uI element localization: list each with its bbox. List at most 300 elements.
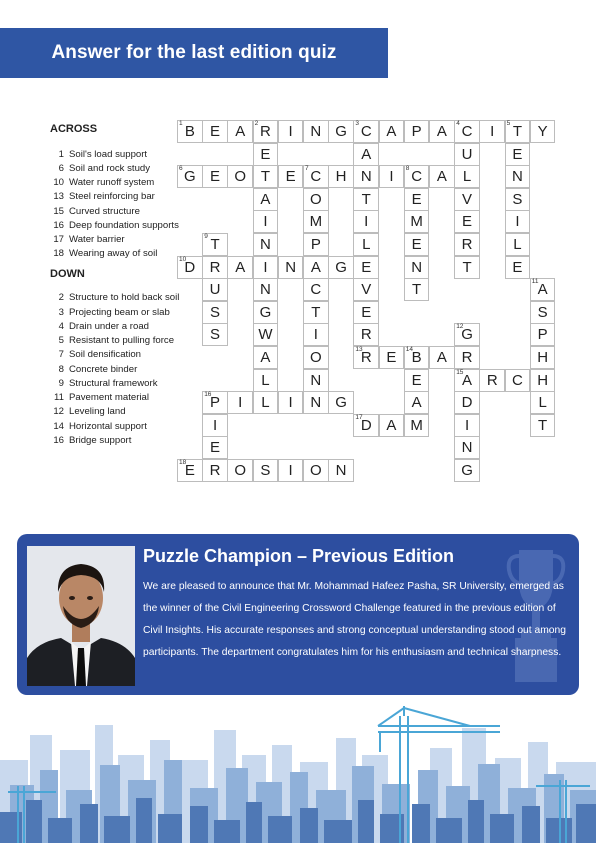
cell-letter: A: [260, 190, 271, 208]
champion-panel: [17, 534, 579, 695]
down-clue-11: [50, 392, 180, 405]
crossword-cell: [303, 346, 329, 369]
crossword-cell: [278, 459, 304, 482]
crossword-cell: [303, 369, 329, 392]
cell-letter: O: [234, 462, 247, 480]
cell-letter: N: [310, 123, 322, 141]
cell-letter: I: [313, 326, 318, 344]
cell-letter: G: [335, 394, 347, 412]
crossword-cell: [429, 120, 455, 143]
cell-letter: A: [310, 258, 321, 276]
cell-letter: W: [258, 326, 273, 344]
cell-letter: P: [537, 326, 548, 344]
cell-letter: R: [209, 258, 221, 276]
cell-letter: N: [335, 462, 347, 480]
clue-text: Soil and rock study: [69, 162, 151, 174]
crossword-cell: [404, 210, 430, 233]
cell-letter: I: [263, 213, 268, 231]
clue-number: 15: [53, 205, 64, 217]
across-clue-1: [50, 149, 180, 162]
cell-letter: H: [537, 371, 549, 389]
cell-clue-number: 15: [456, 368, 464, 376]
cell-letter: A: [235, 123, 246, 141]
cell-clue-number: 6: [179, 165, 183, 173]
crossword-cell: [379, 165, 405, 188]
crossword-cell: [253, 120, 279, 143]
cell-letter: E: [210, 123, 221, 141]
crossword-cell: [202, 391, 228, 414]
clue-text: Pavement material: [69, 392, 149, 404]
cell-letter: G: [335, 123, 347, 141]
crossword-cell: [278, 391, 304, 414]
crossword-cell: [202, 278, 228, 301]
crossword-cell: [353, 323, 379, 346]
crossword-cell: [505, 210, 531, 233]
clue-text: Projecting beam or slab: [69, 306, 170, 318]
cell-letter: E: [210, 439, 221, 457]
clue-number: 13: [53, 191, 64, 203]
cell-clue-number: 7: [305, 165, 309, 173]
cell-letter: O: [310, 190, 322, 208]
cell-letter: E: [361, 258, 372, 276]
cell-letter: E: [462, 213, 473, 231]
cell-letter: U: [461, 145, 473, 163]
cell-letter: U: [209, 281, 221, 299]
crossword-cell: [303, 459, 329, 482]
crossword-cell: [404, 346, 430, 369]
clue-number: 10: [53, 177, 64, 189]
cell-letter: C: [310, 281, 322, 299]
cell-letter: M: [410, 416, 423, 434]
crossword-cell: [202, 414, 228, 437]
cell-clue-number: 13: [355, 346, 363, 353]
cell-letter: E: [386, 349, 397, 367]
cell-letter: S: [512, 190, 523, 208]
champion-description: We are pleased to announce that Mr. Mohammad Hafeez Pasha, SR University, emerged as the winner of the Civil Engineering Crossword Challenge featured in the previous edition of Civil Insights. His accurate responses and strong conceptual understanding stood out among participants. The department congratulates him for his enthusiasm and technical sharpness.: [143, 581, 566, 658]
down-clue-3: [50, 307, 180, 320]
crossword-cell: [353, 414, 379, 437]
crossword-cell: [353, 346, 379, 369]
cell-clue-number: 16: [204, 391, 212, 399]
crossword-cell: [278, 120, 304, 143]
crossword-cell: [253, 459, 279, 482]
crossword-cell: [303, 301, 329, 324]
clue-text: Leveling land: [69, 406, 126, 418]
cell-clue-number: 18: [179, 459, 187, 466]
clue-text: Wearing away of soil: [69, 248, 158, 260]
crossword-cell: [505, 256, 531, 279]
cell-letter: E: [285, 168, 296, 186]
down-clue-12: [50, 406, 180, 419]
down-clue-2: [50, 292, 180, 305]
clue-number: 2: [58, 292, 64, 304]
cell-letter: N: [461, 439, 473, 457]
crossword-cell: [353, 301, 379, 324]
down-clue-8: [50, 364, 180, 377]
clue-text: Resistant to pulling force: [69, 335, 175, 347]
down-heading: DOWN: [50, 267, 85, 280]
cell-letter: B: [411, 349, 422, 367]
clue-number: 12: [53, 406, 64, 418]
crossword-cell: [177, 165, 203, 188]
crossword-cell: [404, 369, 430, 392]
cell-clue-number: 11: [531, 278, 539, 286]
clues-panel: [50, 122, 180, 449]
crossword-cell: [454, 459, 480, 482]
down-clue-16: [50, 435, 180, 448]
cell-letter: G: [259, 303, 272, 321]
clue-number: 9: [58, 377, 64, 389]
cell-letter: D: [461, 394, 473, 412]
across-clue-list: [50, 149, 180, 261]
clue-text: Steel reinforcing bar: [69, 191, 155, 203]
cell-letter: R: [360, 326, 372, 344]
cell-letter: I: [515, 213, 520, 231]
crossword-cell: [505, 165, 531, 188]
cell-letter: G: [461, 462, 473, 480]
crossword-cell: [253, 391, 279, 414]
cell-letter: C: [360, 123, 372, 141]
crossword-cell: [353, 165, 379, 188]
crossword-cell: [253, 256, 279, 279]
crossword-cell: [404, 414, 430, 437]
city-skyline-illustration: [0, 700, 596, 843]
crossword-cell: [202, 165, 228, 188]
cell-letter: L: [261, 371, 270, 389]
clue-text: Bridge support: [69, 434, 132, 446]
down-clue-list: [50, 292, 180, 447]
clue-text: Horizontal support: [69, 420, 147, 432]
crossword-cell: [454, 323, 480, 346]
cell-letter: N: [310, 394, 322, 412]
cell-letter: I: [389, 168, 394, 186]
cell-letter: E: [210, 168, 221, 186]
crossword-cell: [454, 256, 480, 279]
cell-letter: I: [212, 416, 218, 434]
cell-letter: C: [411, 168, 423, 186]
cell-letter: I: [288, 394, 293, 412]
cell-letter: I: [288, 462, 293, 480]
clue-text: Soil densification: [69, 349, 141, 361]
crossword-cell: [202, 120, 228, 143]
clue-text: Water barrier: [69, 234, 125, 246]
cell-letter: L: [513, 236, 522, 254]
cell-letter: R: [486, 371, 498, 389]
crossword-cell: [253, 233, 279, 256]
crossword-cell: [454, 391, 480, 414]
clue-text: Concrete binder: [69, 363, 138, 375]
cell-letter: A: [386, 416, 397, 434]
cell-letter: V: [462, 190, 473, 208]
cell-letter: E: [411, 236, 422, 254]
cell-clue-number: 10: [179, 255, 187, 263]
crossword-cell: [303, 323, 329, 346]
banner-title: Answer for the last edition quiz: [51, 42, 337, 63]
across-clue-17: [50, 234, 180, 247]
cell-letter: S: [260, 462, 271, 480]
cell-letter: O: [310, 462, 322, 480]
crossword-cell: [177, 120, 203, 143]
cell-letter: T: [210, 236, 220, 254]
crossword-cell: [328, 459, 354, 482]
crossword-cell: [353, 256, 379, 279]
cell-letter: C: [461, 123, 473, 141]
crossword-cell: [505, 143, 531, 166]
crossword-cell: [454, 436, 480, 459]
crossword-cell: [303, 165, 329, 188]
crossword-cell: [253, 301, 279, 324]
crossword-cell: [530, 323, 556, 346]
cell-letter: R: [209, 462, 221, 480]
cell-letter: E: [361, 303, 372, 321]
crossword-cell: [404, 120, 430, 143]
crossword-cell: [454, 346, 480, 369]
cell-letter: C: [512, 371, 523, 389]
clue-number: 16: [53, 434, 64, 446]
cell-letter: P: [411, 123, 422, 141]
crossword-cell: [253, 210, 279, 233]
crossword-cell: [202, 233, 228, 256]
cell-letter: N: [285, 258, 297, 276]
cell-letter: G: [461, 326, 473, 344]
cell-letter: L: [538, 394, 547, 412]
crossword-cell: [303, 391, 329, 414]
across-clue-10: [50, 177, 180, 190]
cell-letter: N: [260, 281, 271, 299]
crossword-cell: [404, 233, 430, 256]
cell-clue-number: 9: [204, 233, 208, 240]
clue-number: 5: [58, 335, 64, 347]
crossword-cell: [530, 346, 556, 369]
cell-letter: T: [512, 123, 523, 141]
crossword-cell: [253, 278, 279, 301]
crossword-cell: [454, 414, 480, 437]
across-heading: ACROSS: [50, 123, 98, 135]
cell-letter: L: [362, 236, 371, 254]
crossword-cell: [177, 459, 203, 482]
cell-letter: D: [360, 416, 372, 434]
crossword-cell: [454, 233, 480, 256]
crossword-cell: [530, 278, 556, 301]
crossword-cell: [479, 120, 505, 143]
cell-letter: N: [411, 258, 423, 276]
crossword-cell: [530, 301, 556, 324]
cell-letter: E: [512, 145, 523, 163]
crossword-cell: [429, 165, 455, 188]
cell-letter: O: [234, 168, 247, 186]
crossword-cell: [379, 346, 405, 369]
champion-title: Puzzle Champion – Previous Edition: [143, 546, 455, 566]
crossword-cell: [303, 120, 329, 143]
crossword-cell: [454, 210, 480, 233]
clue-text: Water runoff system: [69, 177, 155, 189]
crossword-cell: [353, 143, 379, 166]
clue-number: 3: [58, 306, 64, 318]
crossword-cell: [505, 369, 531, 392]
crossword-cell: [177, 256, 203, 279]
crossword-cell: [404, 256, 430, 279]
cell-clue-number: 2: [254, 120, 259, 127]
cell-letter: I: [288, 123, 293, 141]
cell-clue-number: 17: [355, 413, 363, 421]
crossword-cell: [505, 233, 531, 256]
crossword-cell: [404, 188, 430, 211]
crossword-cell: [328, 165, 354, 188]
cell-letter: N: [360, 168, 372, 186]
cell-letter: I: [263, 258, 268, 276]
cell-letter: A: [462, 371, 473, 389]
cell-letter: A: [386, 123, 397, 141]
crossword-cell: [253, 188, 279, 211]
crossword-cell: [202, 323, 228, 346]
crossword-cell: [278, 165, 304, 188]
clue-number: 6: [58, 162, 64, 174]
crossword-cell: [202, 301, 228, 324]
crossword-cell: [353, 188, 379, 211]
crossword-cell: [530, 414, 556, 437]
cell-letter: A: [436, 123, 447, 141]
crossword-cell: [303, 188, 329, 211]
cell-letter: M: [309, 213, 323, 231]
cell-letter: T: [361, 190, 371, 208]
cell-letter: R: [461, 349, 473, 367]
clue-number: 14: [53, 420, 64, 432]
across-clue-16: [50, 220, 180, 233]
cell-letter: A: [411, 394, 422, 412]
crossword-cell: [227, 391, 253, 414]
crossword-cell: [227, 120, 253, 143]
cell-letter: A: [436, 349, 447, 367]
crossword-cell: [454, 188, 480, 211]
cell-letter: N: [260, 236, 271, 254]
crossword-cell: [530, 391, 556, 414]
cell-letter: E: [411, 371, 422, 389]
crossword-cell: [328, 256, 354, 279]
cell-letter: P: [210, 394, 221, 412]
crossword-cell: [379, 414, 405, 437]
crossword-cell: [227, 256, 253, 279]
crossword-cell: [353, 120, 379, 143]
cell-letter: R: [461, 236, 473, 254]
cell-letter: A: [537, 281, 548, 299]
cell-letter: N: [310, 371, 322, 389]
cell-letter: I: [464, 416, 470, 434]
clue-text: Structure to hold back soil: [69, 292, 180, 304]
crossword-cell: [454, 143, 480, 166]
crossword-cell: [253, 143, 279, 166]
across-clue-15: [50, 206, 180, 219]
crossword-cell: [253, 165, 279, 188]
cell-letter: S: [210, 326, 221, 344]
crossword-cell: [303, 256, 329, 279]
crossword-cell: [328, 120, 354, 143]
cell-letter: T: [412, 281, 422, 299]
down-clue-5: [50, 335, 180, 348]
crossword-cell: [202, 436, 228, 459]
crossword-cell: [505, 188, 531, 211]
cell-letter: B: [184, 123, 195, 141]
cell-letter: D: [184, 258, 196, 276]
clue-number: 4: [58, 320, 64, 332]
cell-letter: R: [260, 123, 271, 141]
crossword-cell: [404, 165, 430, 188]
cell-letter: S: [537, 303, 548, 321]
cell-letter: I: [364, 213, 369, 231]
crossword-cell: [404, 391, 430, 414]
cell-letter: T: [538, 416, 548, 434]
winner-photo: [27, 546, 135, 686]
cell-letter: V: [361, 281, 372, 299]
cell-letter: L: [462, 168, 472, 186]
crossword-cell: [253, 346, 279, 369]
cell-letter: I: [238, 394, 243, 412]
cell-letter: O: [310, 349, 322, 367]
cell-letter: L: [261, 394, 270, 412]
cell-clue-number: 4: [456, 120, 460, 127]
clue-text: Drain under a road: [69, 320, 149, 332]
clue-number: 17: [53, 234, 64, 246]
cell-letter: E: [411, 190, 422, 208]
cell-letter: I: [490, 123, 495, 141]
crossword-cell: [479, 369, 505, 392]
clue-number: 7: [58, 349, 64, 361]
cell-letter: H: [537, 349, 549, 367]
cell-clue-number: 3: [355, 120, 360, 127]
cell-letter: S: [210, 303, 221, 321]
crossword-cell: [353, 278, 379, 301]
clue-text: Soil's load support: [69, 148, 148, 160]
across-clue-13: [50, 191, 180, 204]
cell-letter: A: [260, 349, 271, 367]
across-clue-6: [50, 163, 180, 176]
cell-letter: R: [360, 349, 372, 367]
cell-clue-number: 5: [506, 120, 511, 127]
crossword-cell: [530, 369, 556, 392]
clue-text: Structural framework: [69, 377, 158, 389]
crossword-cell: [454, 165, 480, 188]
cell-letter: A: [361, 145, 372, 163]
crossword-cell: [530, 120, 556, 143]
cell-letter: E: [260, 145, 271, 163]
down-clue-7: [50, 349, 180, 362]
down-clue-14: [50, 421, 180, 434]
clue-number: 11: [54, 392, 64, 404]
clue-number: 18: [53, 248, 64, 260]
cell-letter: E: [184, 462, 195, 480]
down-clue-4: [50, 321, 180, 334]
cell-letter: A: [235, 258, 246, 276]
cell-letter: N: [512, 168, 523, 186]
cell-clue-number: 8: [405, 165, 410, 173]
crossword-cell: [379, 120, 405, 143]
crossword-cell: [202, 459, 228, 482]
cell-clue-number: 1: [179, 120, 183, 127]
crossword-cell: [202, 256, 228, 279]
crossword-cell: [505, 120, 531, 143]
cell-letter: A: [436, 168, 447, 186]
cell-letter: T: [462, 258, 472, 276]
crossword-cell: [353, 210, 379, 233]
crossword-cell: [278, 256, 304, 279]
cell-letter: E: [512, 258, 523, 276]
crossword-cell: [328, 391, 354, 414]
crossword-cell: [454, 120, 480, 143]
clue-number: 1: [58, 148, 64, 160]
crossword-cell: [227, 459, 253, 482]
crossword-cell: [253, 369, 279, 392]
crossword-cell: [303, 233, 329, 256]
clue-number: 8: [58, 363, 64, 375]
